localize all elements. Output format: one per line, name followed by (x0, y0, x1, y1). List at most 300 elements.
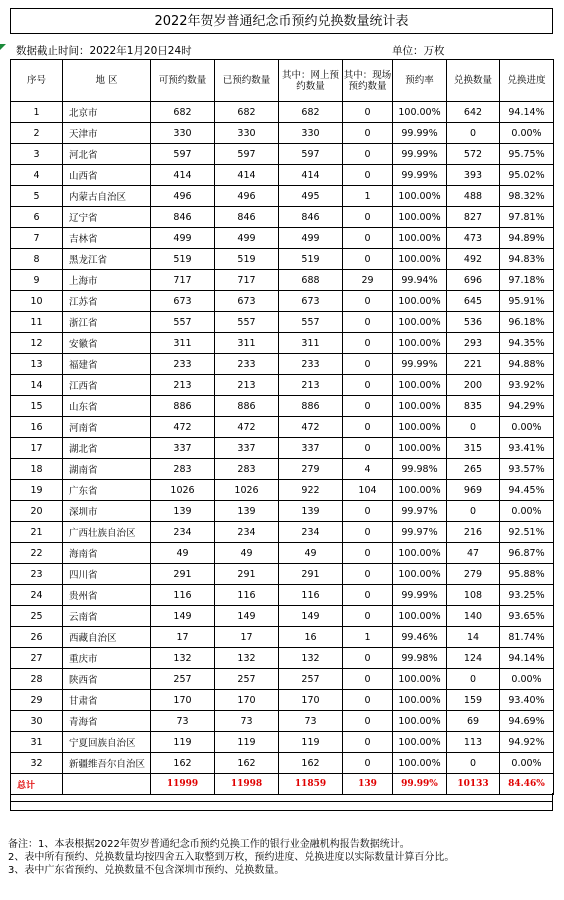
available-quantity: 233 (151, 354, 215, 375)
exchange-progress: 94.45% (500, 480, 554, 501)
reserved-quantity: 291 (215, 564, 279, 585)
exchange-progress: 95.02% (500, 165, 554, 186)
region-name: 重庆市 (63, 648, 151, 669)
reservation-rate: 100.00% (393, 228, 447, 249)
online-reserved: 886 (279, 396, 343, 417)
reserved-quantity: 496 (215, 186, 279, 207)
online-reserved: 234 (279, 522, 343, 543)
reservation-rate: 100.00% (393, 375, 447, 396)
region-name: 青海省 (63, 711, 151, 732)
onsite-reserved: 0 (343, 312, 393, 333)
available-quantity: 557 (151, 312, 215, 333)
reservation-rate: 100.00% (393, 543, 447, 564)
onsite-reserved: 0 (343, 543, 393, 564)
total-value: 11998 (215, 774, 279, 795)
available-quantity: 597 (151, 144, 215, 165)
reservation-rate: 100.00% (393, 711, 447, 732)
region-name: 江西省 (63, 375, 151, 396)
table-row (11, 732, 554, 753)
onsite-reserved: 0 (343, 711, 393, 732)
header-row (11, 60, 554, 102)
region-name: 黑龙江省 (63, 249, 151, 270)
region-name: 陕西省 (63, 669, 151, 690)
exchange-progress: 0.00% (500, 417, 554, 438)
row-index: 12 (11, 333, 63, 354)
reserved-quantity: 170 (215, 690, 279, 711)
online-reserved: 233 (279, 354, 343, 375)
region-name: 辽宁省 (63, 207, 151, 228)
onsite-reserved: 0 (343, 417, 393, 438)
row-index: 16 (11, 417, 63, 438)
reserved-quantity: 213 (215, 375, 279, 396)
notes (8, 838, 556, 877)
reservation-rate: 100.00% (393, 396, 447, 417)
available-quantity: 49 (151, 543, 215, 564)
exchange-progress: 93.40% (500, 690, 554, 711)
exchange-progress: 81.74% (500, 627, 554, 648)
region-name: 山东省 (63, 396, 151, 417)
cell-comment-marker (0, 44, 6, 50)
onsite-reserved: 0 (343, 102, 393, 123)
exchange-progress: 94.92% (500, 732, 554, 753)
row-index: 17 (11, 438, 63, 459)
exchanged-quantity: 124 (447, 648, 500, 669)
row-index: 5 (11, 186, 63, 207)
row-index: 24 (11, 585, 63, 606)
exchanged-quantity: 0 (447, 753, 500, 774)
exchange-progress: 0.00% (500, 123, 554, 144)
exchanged-quantity: 113 (447, 732, 500, 753)
online-reserved: 49 (279, 543, 343, 564)
table-row (11, 522, 554, 543)
exchanged-quantity: 827 (447, 207, 500, 228)
total-value: 99.99% (393, 774, 447, 795)
available-quantity: 170 (151, 690, 215, 711)
available-quantity: 139 (151, 501, 215, 522)
total-value: 11859 (279, 774, 343, 795)
available-quantity: 149 (151, 606, 215, 627)
online-reserved: 311 (279, 333, 343, 354)
region-name: 湖南省 (63, 459, 151, 480)
exchanged-quantity: 0 (447, 501, 500, 522)
total-value: 139 (343, 774, 393, 795)
available-quantity: 717 (151, 270, 215, 291)
exchange-progress: 94.14% (500, 102, 554, 123)
row-index: 25 (11, 606, 63, 627)
reservation-rate: 100.00% (393, 102, 447, 123)
reservation-rate: 100.00% (393, 690, 447, 711)
table-row (11, 165, 554, 186)
reservation-rate: 99.99% (393, 123, 447, 144)
table-row (11, 585, 554, 606)
exchanged-quantity: 140 (447, 606, 500, 627)
online-reserved: 499 (279, 228, 343, 249)
onsite-reserved: 0 (343, 228, 393, 249)
table-row (11, 690, 554, 711)
exchanged-quantity: 393 (447, 165, 500, 186)
reservation-rate: 100.00% (393, 333, 447, 354)
region-name: 上海市 (63, 270, 151, 291)
available-quantity: 519 (151, 249, 215, 270)
onsite-reserved: 0 (343, 690, 393, 711)
onsite-reserved: 0 (343, 522, 393, 543)
online-reserved: 257 (279, 669, 343, 690)
available-quantity: 291 (151, 564, 215, 585)
exchanged-quantity: 315 (447, 438, 500, 459)
onsite-reserved: 0 (343, 585, 393, 606)
reservation-rate: 99.98% (393, 648, 447, 669)
exchange-progress: 95.91% (500, 291, 554, 312)
row-index: 28 (11, 669, 63, 690)
exchanged-quantity: 488 (447, 186, 500, 207)
exchanged-quantity: 572 (447, 144, 500, 165)
available-quantity: 846 (151, 207, 215, 228)
reserved-quantity: 132 (215, 648, 279, 669)
reserved-quantity: 597 (215, 144, 279, 165)
table-row (11, 711, 554, 732)
row-index: 3 (11, 144, 63, 165)
region-name: 河北省 (63, 144, 151, 165)
region-name: 山西省 (63, 165, 151, 186)
exchanged-quantity: 200 (447, 375, 500, 396)
region-name: 西藏自治区 (63, 627, 151, 648)
reserved-quantity: 717 (215, 270, 279, 291)
onsite-reserved: 0 (343, 564, 393, 585)
table-row (11, 228, 554, 249)
region-name: 天津市 (63, 123, 151, 144)
region-name: 深圳市 (63, 501, 151, 522)
available-quantity: 17 (151, 627, 215, 648)
available-quantity: 682 (151, 102, 215, 123)
onsite-reserved: 0 (343, 165, 393, 186)
exchange-progress: 94.89% (500, 228, 554, 249)
header-cell: 预约率 (393, 60, 447, 102)
region-name: 福建省 (63, 354, 151, 375)
statistics-table (10, 59, 554, 795)
exchanged-quantity: 69 (447, 711, 500, 732)
table-row (11, 480, 554, 501)
header-cell: 序号 (11, 60, 63, 102)
online-reserved: 291 (279, 564, 343, 585)
reservation-rate: 99.97% (393, 522, 447, 543)
region-name: 吉林省 (63, 228, 151, 249)
row-index: 6 (11, 207, 63, 228)
onsite-reserved: 0 (343, 123, 393, 144)
region-name: 内蒙古自治区 (63, 186, 151, 207)
reservation-rate: 100.00% (393, 753, 447, 774)
reserved-quantity: 17 (215, 627, 279, 648)
table-row (11, 375, 554, 396)
table-row (11, 669, 554, 690)
exchanged-quantity: 642 (447, 102, 500, 123)
exchange-progress: 0.00% (500, 753, 554, 774)
onsite-reserved: 0 (343, 438, 393, 459)
onsite-reserved: 0 (343, 207, 393, 228)
reserved-quantity: 557 (215, 312, 279, 333)
reserved-quantity: 311 (215, 333, 279, 354)
onsite-reserved: 0 (343, 501, 393, 522)
exchanged-quantity: 492 (447, 249, 500, 270)
table-row (11, 291, 554, 312)
note-line: 3、表中广东省预约、兑换数量不包含深圳市预约、兑换数量。 (8, 865, 285, 876)
region-name: 浙江省 (63, 312, 151, 333)
header-cell: 其中：网上预约数量 (279, 60, 343, 102)
available-quantity: 73 (151, 711, 215, 732)
online-reserved: 132 (279, 648, 343, 669)
online-reserved: 149 (279, 606, 343, 627)
available-quantity: 1026 (151, 480, 215, 501)
region-name: 新疆维吾尔自治区 (63, 753, 151, 774)
row-index: 13 (11, 354, 63, 375)
row-index: 23 (11, 564, 63, 585)
exchange-progress: 94.14% (500, 648, 554, 669)
header-cell: 兑换进度 (500, 60, 554, 102)
online-reserved: 279 (279, 459, 343, 480)
table-row (11, 312, 554, 333)
table-row (11, 249, 554, 270)
online-reserved: 557 (279, 312, 343, 333)
row-index: 19 (11, 480, 63, 501)
reserved-quantity: 49 (215, 543, 279, 564)
region-name: 宁夏回族自治区 (63, 732, 151, 753)
onsite-reserved: 0 (343, 732, 393, 753)
table-row (11, 417, 554, 438)
reserved-quantity: 234 (215, 522, 279, 543)
row-index: 26 (11, 627, 63, 648)
onsite-reserved: 0 (343, 333, 393, 354)
reserved-quantity: 257 (215, 669, 279, 690)
reservation-rate: 100.00% (393, 480, 447, 501)
reserved-quantity: 846 (215, 207, 279, 228)
reservation-rate: 99.99% (393, 165, 447, 186)
available-quantity: 257 (151, 669, 215, 690)
exchange-progress: 96.87% (500, 543, 554, 564)
exchange-progress: 98.32% (500, 186, 554, 207)
exchange-progress: 0.00% (500, 669, 554, 690)
table-row (11, 648, 554, 669)
region-name: 贵州省 (63, 585, 151, 606)
exchanged-quantity: 835 (447, 396, 500, 417)
row-index: 31 (11, 732, 63, 753)
reserved-quantity: 139 (215, 501, 279, 522)
available-quantity: 673 (151, 291, 215, 312)
reservation-rate: 100.00% (393, 291, 447, 312)
row-index: 21 (11, 522, 63, 543)
online-reserved: 414 (279, 165, 343, 186)
exchange-progress: 94.69% (500, 711, 554, 732)
onsite-reserved: 104 (343, 480, 393, 501)
table-row (11, 459, 554, 480)
table-row (11, 333, 554, 354)
row-index: 14 (11, 375, 63, 396)
exchange-progress: 94.29% (500, 396, 554, 417)
total-value: 10133 (447, 774, 500, 795)
table-row (11, 270, 554, 291)
reservation-rate: 99.99% (393, 144, 447, 165)
exchanged-quantity: 0 (447, 123, 500, 144)
available-quantity: 116 (151, 585, 215, 606)
exchange-progress: 94.83% (500, 249, 554, 270)
available-quantity: 311 (151, 333, 215, 354)
reserved-quantity: 149 (215, 606, 279, 627)
online-reserved: 162 (279, 753, 343, 774)
reserved-quantity: 886 (215, 396, 279, 417)
exchange-progress: 95.75% (500, 144, 554, 165)
region-name: 海南省 (63, 543, 151, 564)
onsite-reserved: 0 (343, 375, 393, 396)
region-name: 云南省 (63, 606, 151, 627)
reserved-quantity: 519 (215, 249, 279, 270)
page-title: 2022年贺岁普通纪念币预约兑换数量统计表 (10, 8, 553, 34)
onsite-reserved: 1 (343, 186, 393, 207)
reserved-quantity: 116 (215, 585, 279, 606)
exchange-progress: 93.65% (500, 606, 554, 627)
reservation-rate: 100.00% (393, 669, 447, 690)
reserved-quantity: 233 (215, 354, 279, 375)
reservation-rate: 100.00% (393, 207, 447, 228)
available-quantity: 119 (151, 732, 215, 753)
available-quantity: 337 (151, 438, 215, 459)
table-body (11, 102, 554, 795)
online-reserved: 170 (279, 690, 343, 711)
exchange-progress: 0.00% (500, 501, 554, 522)
exchanged-quantity: 47 (447, 543, 500, 564)
available-quantity: 132 (151, 648, 215, 669)
online-reserved: 682 (279, 102, 343, 123)
reserved-quantity: 682 (215, 102, 279, 123)
table-row (11, 144, 554, 165)
onsite-reserved: 0 (343, 291, 393, 312)
table-row (11, 606, 554, 627)
row-index: 22 (11, 543, 63, 564)
onsite-reserved: 0 (343, 249, 393, 270)
online-reserved: 73 (279, 711, 343, 732)
onsite-reserved: 0 (343, 753, 393, 774)
region-name: 江苏省 (63, 291, 151, 312)
online-reserved: 16 (279, 627, 343, 648)
available-quantity: 213 (151, 375, 215, 396)
reservation-rate: 100.00% (393, 417, 447, 438)
onsite-reserved: 1 (343, 627, 393, 648)
reservation-rate: 99.99% (393, 585, 447, 606)
exchanged-quantity: 216 (447, 522, 500, 543)
online-reserved: 519 (279, 249, 343, 270)
online-reserved: 119 (279, 732, 343, 753)
row-index: 32 (11, 753, 63, 774)
row-index: 18 (11, 459, 63, 480)
exchange-progress: 94.35% (500, 333, 554, 354)
table-row (11, 564, 554, 585)
onsite-reserved: 0 (343, 669, 393, 690)
table-row (11, 186, 554, 207)
exchange-progress: 97.18% (500, 270, 554, 291)
exchanged-quantity: 473 (447, 228, 500, 249)
exchanged-quantity: 0 (447, 417, 500, 438)
reserved-quantity: 472 (215, 417, 279, 438)
table-row (11, 354, 554, 375)
reserved-quantity: 1026 (215, 480, 279, 501)
row-index: 29 (11, 690, 63, 711)
exchange-progress: 96.18% (500, 312, 554, 333)
online-reserved: 922 (279, 480, 343, 501)
available-quantity: 234 (151, 522, 215, 543)
row-index: 20 (11, 501, 63, 522)
row-index: 2 (11, 123, 63, 144)
online-reserved: 330 (279, 123, 343, 144)
available-quantity: 886 (151, 396, 215, 417)
row-index: 1 (11, 102, 63, 123)
reservation-rate: 100.00% (393, 312, 447, 333)
table-row (11, 123, 554, 144)
row-index: 10 (11, 291, 63, 312)
table-row (11, 753, 554, 774)
row-index: 27 (11, 648, 63, 669)
exchanged-quantity: 221 (447, 354, 500, 375)
reservation-rate: 100.00% (393, 606, 447, 627)
meta-row (10, 42, 553, 58)
table-row (11, 543, 554, 564)
reservation-rate: 100.00% (393, 564, 447, 585)
reservation-rate: 99.98% (393, 459, 447, 480)
reservation-rate: 99.97% (393, 501, 447, 522)
available-quantity: 496 (151, 186, 215, 207)
onsite-reserved: 0 (343, 354, 393, 375)
region-name: 甘肃省 (63, 690, 151, 711)
online-reserved: 688 (279, 270, 343, 291)
exchanged-quantity: 159 (447, 690, 500, 711)
reserved-quantity: 283 (215, 459, 279, 480)
exchange-progress: 92.51% (500, 522, 554, 543)
reserved-quantity: 162 (215, 753, 279, 774)
onsite-reserved: 4 (343, 459, 393, 480)
available-quantity: 162 (151, 753, 215, 774)
region-name: 广东省 (63, 480, 151, 501)
table-row (11, 501, 554, 522)
row-index: 8 (11, 249, 63, 270)
exchanged-quantity: 265 (447, 459, 500, 480)
online-reserved: 213 (279, 375, 343, 396)
total-label: 总计 (11, 774, 63, 795)
onsite-reserved: 0 (343, 396, 393, 417)
note-line: 2、表中所有预约、兑换数量均按四舍五入取整到万枚，预约进度、兑换进度以实际数量计算百分比。 (8, 852, 455, 863)
data-cutoff-time: 数据截止时间：2022年1月20日24时 (16, 45, 192, 57)
reservation-rate: 99.99% (393, 354, 447, 375)
row-index: 9 (11, 270, 63, 291)
total-value: 84.46% (500, 774, 554, 795)
row-index: 4 (11, 165, 63, 186)
exchanged-quantity: 645 (447, 291, 500, 312)
reservation-rate: 100.00% (393, 249, 447, 270)
total-row (11, 774, 554, 795)
onsite-reserved: 0 (343, 648, 393, 669)
reserved-quantity: 119 (215, 732, 279, 753)
header-cell: 已预约数量 (215, 60, 279, 102)
table-row (11, 627, 554, 648)
exchanged-quantity: 696 (447, 270, 500, 291)
total-region-cell (63, 774, 151, 795)
reservation-rate: 99.46% (393, 627, 447, 648)
reservation-rate: 99.94% (393, 270, 447, 291)
reservation-rate: 100.00% (393, 438, 447, 459)
online-reserved: 139 (279, 501, 343, 522)
exchange-progress: 97.81% (500, 207, 554, 228)
onsite-reserved: 0 (343, 606, 393, 627)
region-name: 湖北省 (63, 438, 151, 459)
reservation-rate: 100.00% (393, 732, 447, 753)
reserved-quantity: 73 (215, 711, 279, 732)
online-reserved: 472 (279, 417, 343, 438)
reserved-quantity: 414 (215, 165, 279, 186)
